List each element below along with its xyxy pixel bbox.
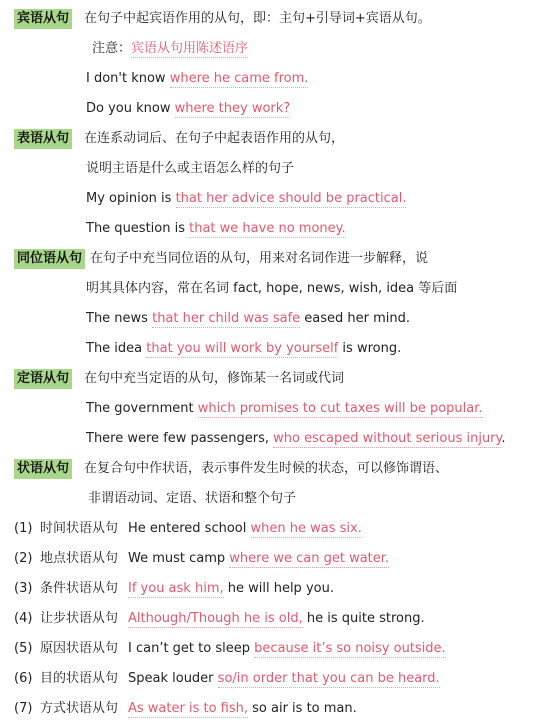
list-item bbox=[0, 606, 540, 636]
note-label: 注意： bbox=[92, 41, 132, 56]
example-clause: that we have no money. bbox=[189, 221, 346, 236]
attributive-clause-description: 在句中充当定语的从句，修饰某一名词或代词 bbox=[84, 371, 345, 386]
list-category: 方式状语从句 bbox=[40, 701, 119, 716]
appositive-clause-description-1: 在句子中充当同位语的从句，用来对名词作进一步解释，说 bbox=[90, 251, 429, 266]
predicative-clause-description-1: 在连系动词后、在句子中起表语作用的从句， bbox=[84, 131, 345, 146]
list-item bbox=[0, 696, 540, 726]
object-clause-description: 在句子中起宾语作用的从句，即：主句+引导词+宾语从句。 bbox=[84, 11, 431, 26]
example-clause: that her child was safe bbox=[152, 311, 301, 326]
example-clause: If you ask him, bbox=[128, 581, 224, 596]
section-adverbial-clause-header bbox=[0, 456, 540, 486]
predicative-clause-description-line-2 bbox=[0, 156, 540, 186]
example-main: Do you know bbox=[86, 101, 175, 116]
attributive-clause-example-2 bbox=[0, 426, 540, 456]
list-number: (6) bbox=[14, 671, 33, 686]
example-rest: . bbox=[501, 431, 506, 446]
list-category: 让步状语从句 bbox=[40, 611, 119, 626]
list-category: 原因状语从句 bbox=[40, 641, 119, 656]
example-main: I don't know bbox=[86, 71, 170, 86]
example-clause: which promises to cut taxes will be popular. bbox=[197, 401, 483, 416]
section-predicative-clause-header bbox=[0, 126, 540, 156]
example-main: Speak louder bbox=[128, 671, 218, 686]
example-main: There were few passengers, bbox=[86, 431, 274, 446]
predicative-clause-description-2: 说明主语是什么或主语怎么样的句子 bbox=[86, 161, 295, 176]
example-rest: he will help you. bbox=[223, 581, 334, 596]
appositive-clause-example-2 bbox=[0, 336, 540, 366]
list-item bbox=[0, 636, 540, 666]
object-clause-note bbox=[0, 36, 540, 66]
list-number: (5) bbox=[14, 641, 33, 656]
list-item bbox=[0, 516, 540, 546]
predicative-clause-example-1 bbox=[0, 186, 540, 216]
list-number: (1) bbox=[14, 521, 33, 536]
appositive-clause-description-line-2 bbox=[0, 276, 540, 306]
example-clause: As water is to fish, bbox=[128, 701, 249, 716]
list-number: (2) bbox=[14, 551, 33, 566]
appositive-clause-tag: 同位语从句 bbox=[14, 249, 85, 269]
appositive-clause-example-1 bbox=[0, 306, 540, 336]
predicative-clause-example-2 bbox=[0, 216, 540, 246]
object-clause-example-2 bbox=[0, 96, 540, 126]
example-rest: he is quite strong. bbox=[302, 611, 425, 626]
object-clause-tag: 宾语从句 bbox=[14, 9, 72, 29]
example-clause: who escaped without serious injury bbox=[273, 431, 502, 446]
object-clause-example-1 bbox=[0, 66, 540, 96]
list-number: (4) bbox=[14, 611, 33, 626]
list-category: 时间状语从句 bbox=[40, 521, 119, 536]
list-item bbox=[0, 546, 540, 576]
section-attributive-clause-header bbox=[0, 366, 540, 396]
example-rest: eased her mind. bbox=[300, 311, 411, 326]
attributive-clause-tag: 定语从句 bbox=[14, 369, 72, 389]
list-number: (3) bbox=[14, 581, 33, 596]
example-clause: where we can get water. bbox=[229, 551, 390, 566]
list-category: 地点状语从句 bbox=[40, 551, 119, 566]
example-clause: when he was six. bbox=[250, 521, 362, 536]
attributive-clause-example-1 bbox=[0, 396, 540, 426]
example-clause: that her advice should be practical. bbox=[175, 191, 407, 206]
adverbial-clause-description-line-2 bbox=[0, 486, 540, 516]
adverbial-clause-description-1: 在复合句中作状语，表示事件发生时候的状态，可以修饰谓语、 bbox=[84, 461, 449, 476]
example-main: The question is bbox=[86, 221, 190, 236]
example-main: He entered school bbox=[128, 521, 251, 536]
example-clause: so/in order that you can be heard. bbox=[217, 671, 440, 686]
example-clause: that you will work by yourself bbox=[146, 341, 339, 356]
predicative-clause-tag: 表语从句 bbox=[14, 129, 72, 149]
example-rest: is wrong. bbox=[338, 341, 402, 356]
example-rest: so air is to man. bbox=[248, 701, 357, 716]
example-clause: Although/Though he is old, bbox=[128, 611, 303, 626]
section-object-clause-header bbox=[0, 6, 540, 36]
example-clause: because it’s so noisy outside. bbox=[254, 641, 446, 656]
example-clause: where he came from. bbox=[169, 71, 309, 86]
list-number: (7) bbox=[14, 701, 33, 716]
example-main: I can’t get to sleep bbox=[128, 641, 255, 656]
example-main: The government bbox=[86, 401, 198, 416]
note-text: 宾语从句用陈述语序 bbox=[131, 41, 249, 56]
appositive-clause-description-2: 明其具体内容，常在名词 fact, hope, news, wish, idea 等后面 bbox=[86, 281, 458, 296]
example-main: We must camp bbox=[128, 551, 230, 566]
list-item bbox=[0, 576, 540, 606]
adverbial-clause-description-2: 非谓语动词、定语、状语和整个句子 bbox=[88, 491, 297, 506]
list-category: 条件状语从句 bbox=[40, 581, 119, 596]
list-category: 目的状语从句 bbox=[40, 671, 119, 686]
adverbial-clause-tag: 状语从句 bbox=[14, 459, 72, 479]
section-appositive-clause-header bbox=[0, 246, 540, 276]
list-item bbox=[0, 666, 540, 696]
example-main: The news bbox=[86, 311, 153, 326]
example-main: My opinion is bbox=[86, 191, 176, 206]
example-main: The idea bbox=[86, 341, 147, 356]
example-clause: where they work? bbox=[174, 101, 291, 116]
